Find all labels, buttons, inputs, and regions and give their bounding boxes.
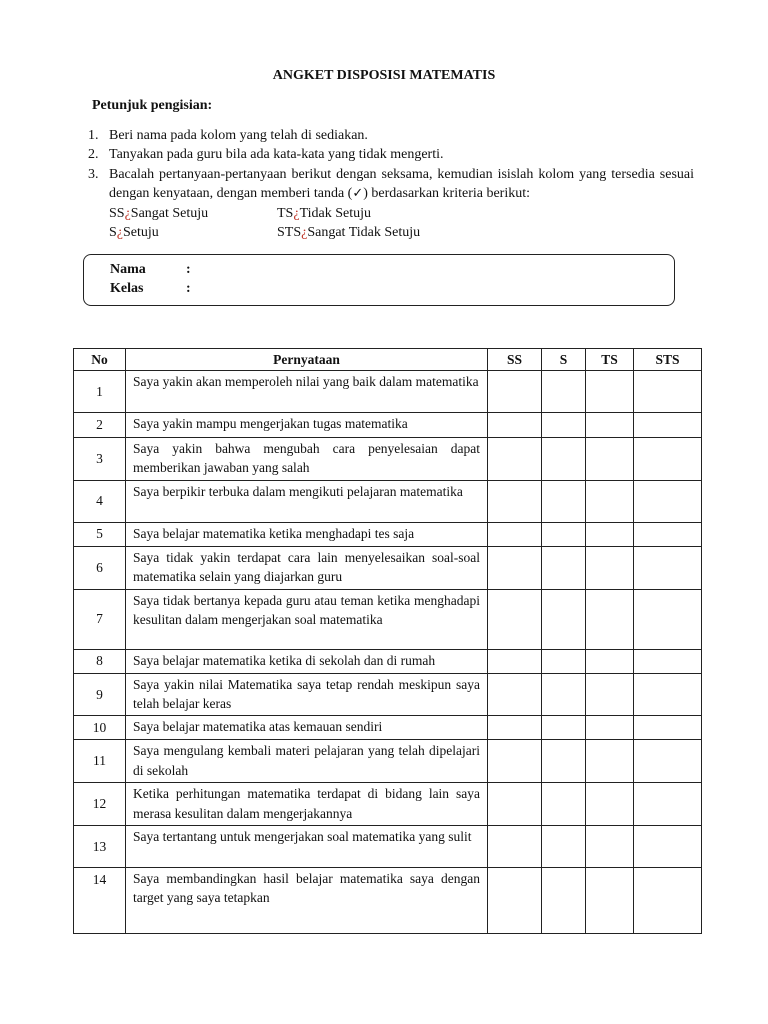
answer-cell-s[interactable] <box>542 371 586 413</box>
table-row <box>74 371 702 413</box>
table-row <box>74 649 702 673</box>
answer-cell-ss[interactable] <box>488 716 542 740</box>
row-statement: Saya mengulang kembali materi pelajaran yang telah dipelajari di sekolah <box>126 740 488 783</box>
answer-cell-ts[interactable] <box>586 826 634 868</box>
answer-cell-ts[interactable] <box>586 480 634 522</box>
criteria-item <box>277 204 577 223</box>
table-row <box>74 589 702 649</box>
row-number: 10 <box>74 716 126 740</box>
instruction-number: 3. <box>88 166 99 182</box>
criteria-legend <box>109 204 694 243</box>
checkmark-icon: ✓ <box>352 186 364 202</box>
answer-cell-ss[interactable] <box>488 413 542 438</box>
row-number: 8 <box>74 649 126 673</box>
answer-cell-ts[interactable] <box>586 740 634 783</box>
answer-cell-sts[interactable] <box>634 673 702 716</box>
instruction-item <box>88 126 694 145</box>
row-number: 2 <box>74 413 126 438</box>
row-statement: Saya tidak yakin terdapat cara lain menyelesaikan soal-soal matematika selain yang diajarkan guru <box>126 546 488 589</box>
answer-cell-ss[interactable] <box>488 649 542 673</box>
row-statement: Saya membandingkan hasil belajar matematika saya dengan target yang saya tetapkan <box>126 868 488 934</box>
answer-cell-ss[interactable] <box>488 546 542 589</box>
answer-cell-s[interactable] <box>542 522 586 546</box>
answer-cell-ss[interactable] <box>488 826 542 868</box>
instruction-number: 1. <box>88 128 99 143</box>
criteria-code: TS <box>277 205 294 221</box>
row-number: 4 <box>74 480 126 522</box>
answer-cell-s[interactable] <box>542 413 586 438</box>
answer-cell-ts[interactable] <box>586 589 634 649</box>
answer-cell-s[interactable] <box>542 546 586 589</box>
instruction-number: 2. <box>88 147 99 163</box>
row-statement: Saya belajar matematika ketika di sekolah dan di rumah <box>126 649 488 673</box>
row-statement: Saya yakin mampu mengerjakan tugas matematika <box>126 413 488 438</box>
instruction-text: ) berdasarkan kriteria berikut: <box>363 186 531 202</box>
answer-cell-sts[interactable] <box>634 716 702 740</box>
answer-cell-s[interactable] <box>542 649 586 673</box>
answer-cell-ts[interactable] <box>586 673 634 716</box>
answer-cell-ss[interactable] <box>488 783 542 826</box>
answer-cell-ts[interactable] <box>586 649 634 673</box>
answer-cell-ts[interactable] <box>586 716 634 740</box>
row-number: 7 <box>74 589 126 649</box>
row-statement: Saya yakin nilai Matematika saya tetap rendah meskipun saya telah belajar keras <box>126 673 488 716</box>
criteria-code: S <box>109 225 117 241</box>
instruction-item <box>88 165 694 243</box>
row-number: 14 <box>74 868 126 934</box>
identity-box <box>83 254 675 306</box>
answer-cell-ts[interactable] <box>586 438 634 481</box>
row-statement: Saya tidak bertanya kepada guru atau teman ketika menghadapi kesulitan dalam mengerjakan soal matematika <box>126 589 488 649</box>
answer-cell-ss[interactable] <box>488 673 542 716</box>
table-row <box>74 546 702 589</box>
answer-cell-s[interactable] <box>542 740 586 783</box>
answer-cell-ss[interactable] <box>488 480 542 522</box>
class-colon: : <box>186 281 191 296</box>
criteria-separator: ¿ <box>301 225 308 241</box>
answer-cell-sts[interactable] <box>634 522 702 546</box>
answer-cell-sts[interactable] <box>634 740 702 783</box>
answer-cell-ss[interactable] <box>488 740 542 783</box>
criteria-separator: ¿ <box>293 205 300 221</box>
answer-cell-ts[interactable] <box>586 546 634 589</box>
row-number: 13 <box>74 826 126 868</box>
answer-cell-sts[interactable] <box>634 826 702 868</box>
answer-cell-sts[interactable] <box>634 546 702 589</box>
instructions-heading: Petunjuk pengisian: <box>92 98 213 113</box>
header-ts: TS <box>586 349 634 371</box>
table-row <box>74 826 702 868</box>
row-statement: Saya belajar matematika ketika menghadapi tes saja <box>126 522 488 546</box>
criteria-label: Sangat Setuju <box>130 205 209 221</box>
answer-cell-sts[interactable] <box>634 649 702 673</box>
name-label: Nama <box>110 262 146 277</box>
class-row[interactable] <box>110 281 191 297</box>
name-colon: : <box>186 262 191 277</box>
row-statement: Saya tertantang untuk mengerjakan soal matematika yang sulit <box>126 826 488 868</box>
criteria-label: Setuju <box>123 225 159 241</box>
name-row[interactable] <box>110 262 191 278</box>
answer-cell-ss[interactable] <box>488 522 542 546</box>
criteria-label: Sangat Tidak Setuju <box>307 225 421 241</box>
table-row <box>74 868 702 934</box>
instruction-text: Beri nama pada kolom yang telah di sediakan. <box>109 128 368 143</box>
row-statement: Saya belajar matematika atas kemauan sendiri <box>126 716 488 740</box>
answer-cell-sts[interactable] <box>634 371 702 413</box>
row-number: 5 <box>74 522 126 546</box>
header-ss: SS <box>488 349 542 371</box>
answer-cell-ss[interactable] <box>488 589 542 649</box>
table-row <box>74 673 702 716</box>
document-title: ANGKET DISPOSISI MATEMATIS <box>272 68 496 83</box>
criteria-item <box>109 204 277 223</box>
answer-cell-s[interactable] <box>542 589 586 649</box>
answer-cell-s[interactable] <box>542 868 586 934</box>
table-row <box>74 438 702 481</box>
answer-cell-s[interactable] <box>542 826 586 868</box>
header-no: No <box>74 349 126 371</box>
table-row <box>74 716 702 740</box>
table-row <box>74 783 702 826</box>
answer-cell-sts[interactable] <box>634 783 702 826</box>
answer-cell-s[interactable] <box>542 716 586 740</box>
table-row <box>74 522 702 546</box>
header-sts: STS <box>634 349 702 371</box>
row-number: 6 <box>74 546 126 589</box>
answer-cell-ts[interactable] <box>586 783 634 826</box>
instruction-item <box>88 145 694 164</box>
answer-cell-ss[interactable] <box>488 371 542 413</box>
class-label: Kelas <box>110 281 144 296</box>
row-number: 12 <box>74 783 126 826</box>
answer-cell-sts[interactable] <box>634 589 702 649</box>
answer-cell-sts[interactable] <box>634 438 702 481</box>
answer-cell-sts[interactable] <box>634 413 702 438</box>
answer-cell-sts[interactable] <box>634 480 702 522</box>
table-row <box>74 480 702 522</box>
criteria-code: STS <box>277 225 302 241</box>
instruction-text: Bacalah pertanyaan-pertanyaan berikut dengan seksama, kemudian isislah kolom yang tersedia sesuai dengan kenyataan, dengan memberi tanda ( <box>109 166 694 202</box>
row-statement: Saya yakin akan memperoleh nilai yang baik dalam matematika <box>126 371 488 413</box>
answer-cell-s[interactable] <box>542 480 586 522</box>
answer-cell-ts[interactable] <box>586 868 634 934</box>
row-statement: Saya yakin bahwa mengubah cara penyelesaian dapat memberikan jawaban yang salah <box>126 438 488 481</box>
criteria-item <box>109 223 277 242</box>
answer-cell-ts[interactable] <box>586 522 634 546</box>
criteria-label: Tidak Setuju <box>299 205 372 221</box>
criteria-code: SS <box>109 205 125 221</box>
survey-table <box>73 348 702 934</box>
answer-cell-ts[interactable] <box>586 413 634 438</box>
instructions-list <box>88 126 694 242</box>
row-statement: Saya berpikir terbuka dalam mengikuti pelajaran matematika <box>126 480 488 522</box>
row-statement: Ketika perhitungan matematika terdapat di bidang lain saya merasa kesulitan dalam mengerjakannya <box>126 783 488 826</box>
answer-cell-ss[interactable] <box>488 868 542 934</box>
answer-cell-s[interactable] <box>542 438 586 481</box>
row-number: 1 <box>74 371 126 413</box>
table-row <box>74 413 702 438</box>
table-header-row <box>74 349 702 371</box>
table-row <box>74 740 702 783</box>
answer-cell-sts[interactable] <box>634 868 702 934</box>
row-number: 3 <box>74 438 126 481</box>
criteria-separator: ¿ <box>116 225 124 241</box>
answer-cell-ts[interactable] <box>586 371 634 413</box>
header-statement: Pernyataan <box>126 349 488 371</box>
criteria-separator: ¿ <box>124 205 131 221</box>
answer-cell-s[interactable] <box>542 783 586 826</box>
answer-cell-ss[interactable] <box>488 438 542 481</box>
criteria-item <box>277 223 577 242</box>
row-number: 11 <box>74 740 126 783</box>
header-s: S <box>542 349 586 371</box>
instruction-text: Tanyakan pada guru bila ada kata-kata yang tidak mengerti. <box>109 147 444 163</box>
answer-cell-s[interactable] <box>542 673 586 716</box>
row-number: 9 <box>74 673 126 716</box>
